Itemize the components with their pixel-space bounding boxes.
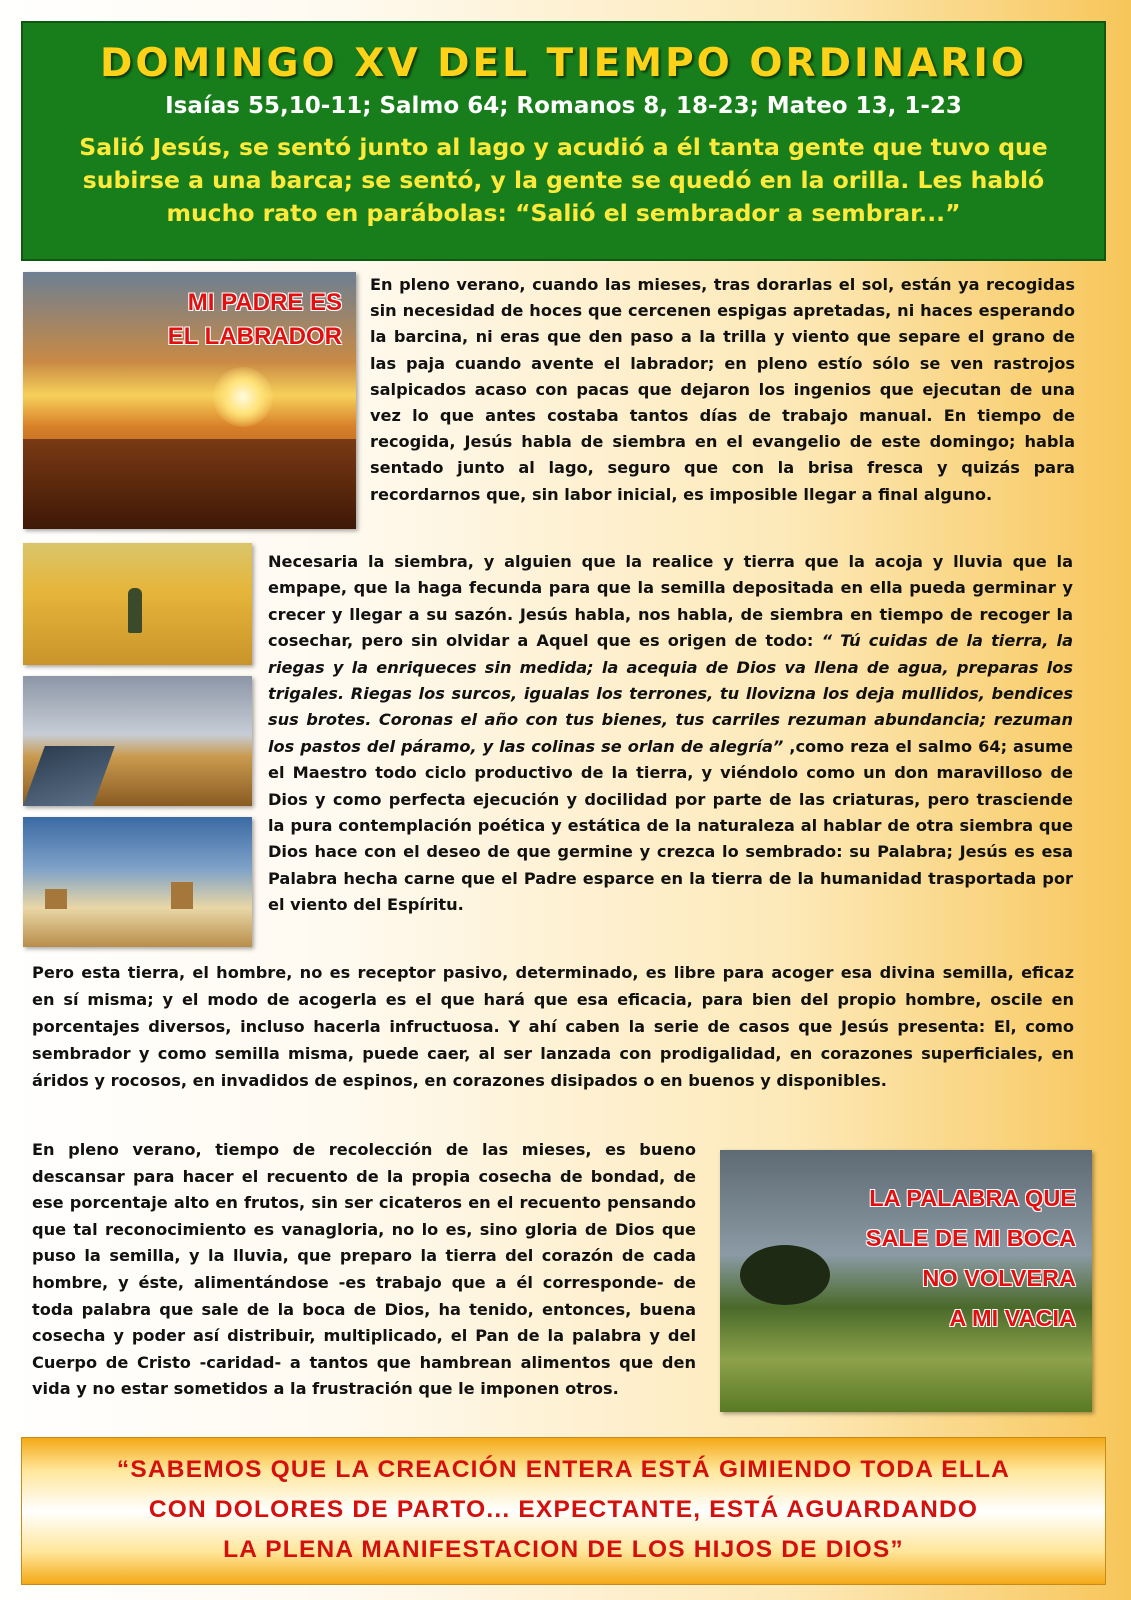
footer-quote [22,1450,1105,1570]
hay-bale [171,882,193,909]
sunset-field-image [23,272,356,529]
paragraph-2-start: Necesaria la siembra, y alguien que la realice y tierra que la acoja y lluvia que la empape, que la haga fecunda para que la semilla depositada en ella pueda germinar y crecer y llegar a su sazón. Jesús habla, nos habla, de siembra en tiempo de recoger la cosechar, pero sin olvidar a Aquel que es origen de todo: [268,552,1073,651]
footer-line: “SABEMOS QUE LA CREACIÓN ENTERA ESTÁ GIMIENDO TODA ELLA [116,1456,1011,1483]
hay-bale [45,889,67,909]
canal-water [23,746,115,806]
page-title: DOMINGO XV DEL TIEMPO ORDINARIO [100,41,1027,86]
gospel-quote: Salió Jesús, se sentó junto al lago y acudió a él tanta gente que tuvo que subirse a una barca; se sentó, y la gente se quedó en la orilla. Les habló mucho rato en parábolas: “Salió el sembrador a sembrar...” [79,133,1048,227]
canal-field-image [23,676,252,806]
tree-shape [740,1245,830,1305]
sun-shape [213,367,273,427]
paragraph-2 [268,549,1073,919]
caption-line: LA PALABRA QUE [869,1185,1076,1211]
wheat-field-image [720,1150,1092,1412]
caption-line: A MI VACIA [949,1305,1076,1331]
header-banner [21,21,1106,261]
caption-line: EL LABRADOR [167,323,342,350]
paragraph-1: En pleno verano, cuando las mieses, tras dorarlas el sol, están ya recogidas sin necesidad de hoces que cercenen espigas apretadas, ni haces esperando la barcina, ni eras que den paso a la trilla y viento que separe el grano de las paja cuando avente el labrador; en pleno estío sólo se ven rastrojos salpicados acaso con pacas que dejaron los ingenios que ejecutan de una vez lo que antes costaba tantos días de trabajo manual. En tiempo de recogida, Jesús habla de siembra en el evangelio de este domingo; habla sentado junto al lago, seguro que con la brisa fresca y quizás para recordarnos que, sin labor inicial, es imposible llegar a final alguno. [370,275,1075,504]
footer-banner [21,1437,1106,1585]
hay-bales-image [23,817,252,947]
hills-shape [23,439,356,529]
sower-figure [128,588,142,633]
image-caption-palabra [866,1178,1076,1338]
paragraph-3: Pero esta tierra, el hombre, no es receptor pasivo, determinado, es libre para acoger esa divina semilla, eficaz en sí misma; y el modo de acogerla es el que hará que esa eficacia, para bien del propio hombre, oscile en porcentajes diversos, incluso hacerla infructuosa. Y ahí caben la serie de casos que Jesús presenta: El, como sembrador y como semilla misma, puede caer, al ser lanzada con prodigalidad, en corazones superficiales, en áridos y rocosos, en invadidos de espinos, en corazones disipados o en buenos y disponibles. [32,963,1074,1090]
footer-line: CON DOLORES DE PARTO... EXPECTANTE, ESTÁ AGUARDANDO [148,1496,979,1523]
psalm-quote: “ Tú cuidas de la tierra, la riegas y la enriqueces sin medida; la acequia de Dios va llena de agua, preparas los trigales. Riegas los surcos, igualas los terrones, tu llovizna los deja mullidos, bendices sus brotes. Coronas el año con tus bienes, tus carriles rezuman abundancia; rezuman los pastos del páramo, y las colinas se orlan de alegría” [268,631,1073,756]
footer-line: LA PLENA MANIFESTACION DE LOS HIJOS DE DIOS” [223,1536,904,1563]
caption-line: MI PADRE ES [187,289,342,316]
caption-line: SALE DE MI BOCA [865,1225,1076,1251]
readings-references: Isaías 55,10-11; Salmo 64; Romanos 8, 18-23; Mateo 13, 1-23 [165,93,962,119]
paragraph-4: En pleno verano, tiempo de recolección de las mieses, es bueno descansar para hacer el recuento de la propia cosecha de bondad, de ese porcentaje alto en frutos, sin ser cicateros en el recuento pensando que tal reconocimiento es vanagloria, no lo es, sino gloria de Dios que puso la semilla, y la lluvia, que preparo la tierra del corazón de cada hombre, y éste, alimentándose -es trabajo que a él corresponde- de toda palabra que sale de la boca de Dios, ha tenido, entonces, buena cosecha y poder así distribuir, multiplicado, el Pan de la palabra y del Cuerpo de Cristo -caridad- a tantos que hambrean alimentos que den vida y no estar sometidos a la frustración que le imponen otros. [32,1140,696,1399]
image-caption-labrador [168,286,342,354]
sower-painting-image [23,543,252,665]
caption-line: NO VOLVERA [922,1265,1076,1291]
paragraph-2-end: ,como reza el salmo 64; asume el Maestro todo ciclo productivo de la tierra, y viéndolo como un don maravilloso de Dios y como perfecta ejecución y docilidad por parte de las criaturas, pero trasciende la pura contemplación poética y estática de la naturaleza al hablar de otra siembra que Dios hace con el deseo de que germine y crezca lo sembrado: su Palabra; Jesús es esa Palabra hecha carne que el Padre esparce en la tierra de la humanidad trasportada por el viento del Espíritu. [268,736,1073,915]
